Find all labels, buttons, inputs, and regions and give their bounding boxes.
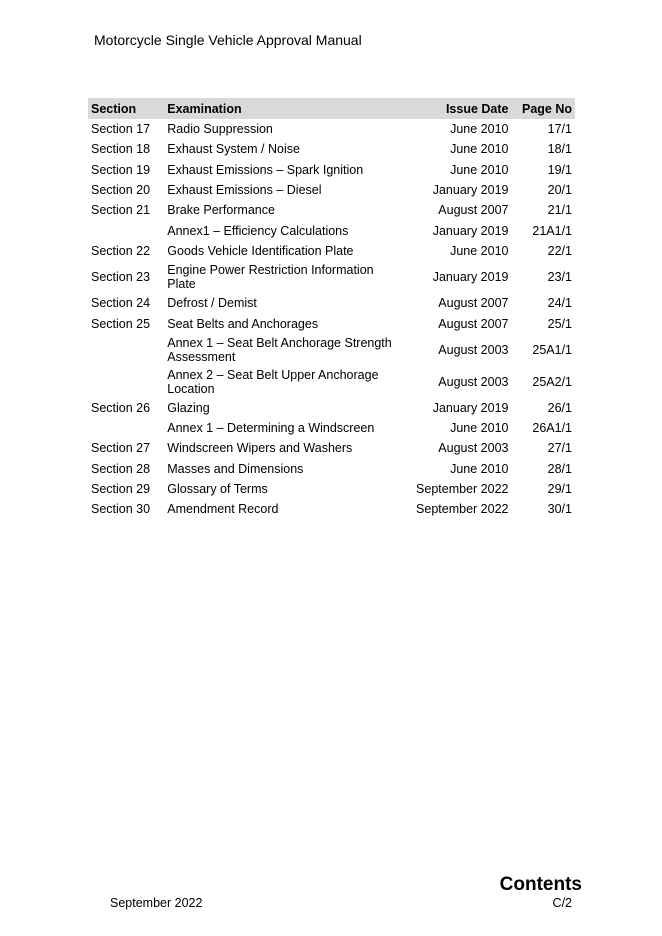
row-issue-date: June 2010 [450,142,509,157]
table-header-row [88,98,575,119]
table-body [88,119,575,519]
row-page-no: 25/1 [547,316,572,331]
row-issue-date: January 2019 [432,400,509,415]
row-section [88,366,164,398]
row-page-no: 26/1 [547,400,572,415]
table-row [88,479,575,499]
column-header-page-no: Page No [521,101,572,116]
row-page-no: 30/1 [547,502,572,517]
table-row [88,261,575,293]
row-section: Section 21 [91,203,151,218]
row-examination: Radio Suppression [167,122,273,137]
footer-date: September 2022 [110,896,203,910]
column-header-issue-date: Issue Date [445,101,509,116]
row-page-no: 21A1/1 [532,223,572,238]
row-page-no: 22/1 [547,243,572,258]
row-issue-date: August 2003 [438,441,509,456]
row-examination: Glossary of Terms [167,482,268,496]
table-row [88,293,575,313]
footer-title: Contents [499,874,582,895]
row-page-no: 28/1 [547,461,572,476]
row-section: Section 25 [91,316,151,331]
row-examination: Glazing [167,400,210,415]
row-section: Section 22 [91,243,151,258]
table-row [88,313,575,333]
row-section: Section 17 [91,122,151,137]
row-examination: Brake Performance [167,203,275,218]
row-section: Section 28 [91,461,151,476]
row-page-no: 26A1/1 [532,421,572,436]
row-issue-date: January 2019 [432,270,509,285]
row-examination: Amendment Record [167,502,279,517]
row-issue-date: August 2007 [438,296,509,311]
row-page-no: 20/1 [547,183,572,198]
document-header-title: Motorcycle Single Vehicle Approval Manual [94,32,362,48]
row-page-no: 19/1 [547,162,572,177]
table-row [88,438,575,458]
row-issue-date: August 2003 [438,374,509,389]
row-section: Section 24 [91,296,151,311]
row-section: Section 23 [91,270,151,285]
row-section [88,220,164,240]
row-examination: Exhaust System / Noise [167,142,300,157]
row-section: Section 30 [91,502,151,517]
row-section: Section 19 [91,162,151,177]
row-examination: Masses and Dimensions [167,461,304,476]
table-row [88,139,575,159]
row-issue-date: August 2007 [438,316,509,331]
row-issue-date: June 2010 [450,243,509,258]
column-header-examination: Examination [167,101,242,116]
row-issue-date: June 2010 [450,162,509,177]
table-row [88,180,575,200]
row-issue-date: June 2010 [450,461,509,476]
row-examination: Seat Belts and Anchorages [167,316,319,331]
row-examination: Defrost / Demist [167,296,257,311]
row-examination: Annex 1 – Seat Belt Anchorage Strength Assessment [167,335,392,364]
row-issue-date: September 2022 [416,482,509,496]
row-page-no: 24/1 [547,296,572,311]
row-section [88,418,164,438]
row-section: Section 27 [91,441,151,456]
row-page-no: 17/1 [547,122,572,137]
row-issue-date: August 2007 [438,203,509,218]
table-row [88,366,575,398]
table-row [88,241,575,261]
table-row [88,398,575,418]
row-page-no: 25A2/1 [532,374,572,389]
row-issue-date: September 2022 [416,502,509,517]
table-row [88,160,575,180]
row-examination: Engine Power Restriction Information Plate [167,263,374,292]
row-examination: Exhaust Emissions – Diesel [167,183,322,198]
table-row [88,499,575,519]
table-row [88,334,575,366]
row-examination: Annex 1 – Determining a Windscreen [167,421,375,436]
contents-table [88,98,575,519]
row-section: Section 20 [91,183,151,198]
row-page-no: 27/1 [547,441,572,456]
row-issue-date: June 2010 [450,122,509,137]
row-issue-date: January 2019 [432,183,509,198]
footer-page-number: C/2 [552,896,572,910]
row-section: Section 29 [91,482,151,496]
row-issue-date: August 2003 [438,342,509,357]
row-examination: Annex 2 – Seat Belt Upper Anchorage Location [167,367,379,396]
row-issue-date: June 2010 [450,421,509,436]
row-page-no: 29/1 [547,482,572,496]
table-row [88,459,575,479]
row-section [88,334,164,366]
table-row [88,119,575,139]
row-page-no: 25A1/1 [532,342,572,357]
row-examination: Goods Vehicle Identification Plate [167,243,354,258]
row-examination: Windscreen Wipers and Washers [167,441,353,456]
row-page-no: 23/1 [547,270,572,285]
row-page-no: 21/1 [547,203,572,218]
row-examination: Annex1 – Efficiency Calculations [167,223,349,238]
row-section: Section 26 [91,400,151,415]
row-issue-date: January 2019 [432,223,509,238]
row-page-no: 18/1 [547,142,572,157]
table-row [88,418,575,438]
column-header-section: Section [91,101,137,116]
row-examination: Exhaust Emissions – Spark Ignition [167,162,364,177]
table-row [88,220,575,240]
row-section: Section 18 [91,142,151,157]
table-row [88,200,575,220]
